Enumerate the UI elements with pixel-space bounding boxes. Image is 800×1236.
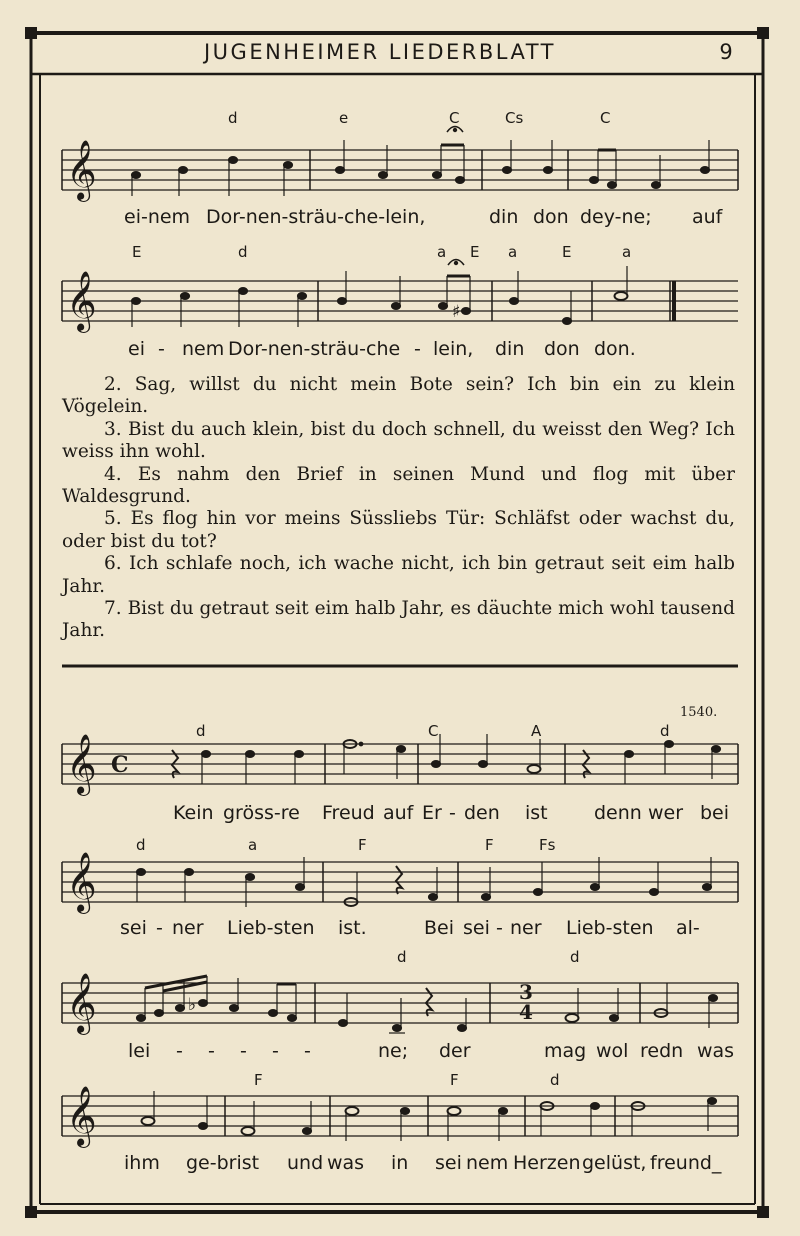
note (591, 1103, 600, 1136)
verse-number: 6. (104, 553, 122, 575)
lyric-syllable: - (158, 338, 165, 360)
lyric-syllable: sei (463, 917, 490, 939)
lyric-syllable: - (496, 917, 503, 939)
lyric-syllable: ner (172, 917, 204, 939)
verse-number: 5. (104, 508, 122, 530)
lyric-syllable: don. (594, 338, 636, 360)
lyric-syllable: der (439, 1040, 471, 1062)
lyric-syllable: ist (525, 802, 548, 824)
lyric-syllable: ner (510, 917, 542, 939)
chord-label: d (196, 722, 206, 740)
verse-text: Es flog hin vor meins Süssliebs Tür: Schläfst oder wachst du, oder bist du tot? (62, 508, 735, 552)
lyric-syllable: denn (594, 802, 642, 824)
treble-clef-icon: 𝄞 (66, 1086, 97, 1146)
song-number: 1540. (680, 705, 718, 720)
lyric-syllable: Herzen (513, 1152, 581, 1174)
lyric-syllable: lei (128, 1040, 151, 1062)
chord-label: d (570, 948, 580, 966)
lyric-syllable: Dor-nen-sträu-che-lein, (206, 206, 426, 228)
lyric-syllable: al- (676, 917, 700, 939)
chord-label: d (660, 722, 670, 740)
lyric-syllable: auf (383, 802, 414, 824)
lyric-syllable: don (544, 338, 580, 360)
lyric-syllable: Bei (424, 917, 455, 939)
lyric-syllable: bei (700, 802, 730, 824)
lyric-syllable: sei (120, 917, 147, 939)
lyric-syllable: ei (128, 338, 145, 360)
lyric-syllable: Er (422, 802, 442, 824)
note (541, 1102, 554, 1136)
lyric-syllable: lein, (433, 338, 474, 360)
lyric-syllable: redn (640, 1040, 684, 1062)
lyric-syllable: Dor-nen-sträu-che (228, 338, 401, 360)
chord-label: d (397, 948, 407, 966)
treble-clef-icon: 𝄞 (66, 271, 97, 331)
chord-label: C (428, 722, 439, 740)
time-signature-top: 3 (519, 980, 533, 1004)
lyric-syllable: nem (182, 338, 225, 360)
lyric-syllable: in (391, 1152, 409, 1174)
lyric-syllable: Lieb-sten (566, 917, 654, 939)
lyric-syllable: und (287, 1152, 324, 1174)
lyric-syllable: nem (466, 1152, 509, 1174)
lyric-syllable: ne; (378, 1040, 409, 1062)
lyric-syllable: sei (435, 1152, 462, 1174)
treble-clef-icon: 𝄞 (66, 734, 97, 794)
lyric-syllable: ist. (338, 917, 367, 939)
lyric-syllable: gelüst, (582, 1152, 647, 1174)
chord-label: Fs (539, 836, 556, 854)
lyric-syllable: was (327, 1152, 365, 1174)
chord-label: C (449, 109, 460, 127)
chord-label: F (254, 1071, 263, 1089)
lyric-syllable: Freud (322, 802, 375, 824)
flat-icon: ♭ (188, 995, 197, 1015)
verse-text: Es nahm den Brief in seinen Mund und flog mit über Waldesgrund. (62, 463, 735, 508)
chord-label: d (228, 109, 238, 127)
lyric-syllable: din (489, 206, 519, 228)
lyric-syllable: den (464, 802, 500, 824)
lyric-syllable: din (495, 338, 525, 360)
chord-label: a (437, 243, 447, 261)
chord-label: C (600, 109, 611, 127)
lyric-syllable: freund_ (650, 1152, 722, 1174)
lyric-syllable: gröss-re (223, 802, 300, 824)
page-number: 9 (719, 40, 733, 64)
lyric-syllable: ge-brist (186, 1152, 260, 1174)
lyric-syllable: Lieb-sten (227, 917, 315, 939)
verse-text: Bist du getraut seit eim halb Jahr, es däuchte mich wohl tausend Jahr. (62, 598, 735, 642)
chord-label: d (550, 1071, 560, 1089)
chord-label: a (508, 243, 518, 261)
chord-label: F (358, 836, 367, 854)
lyric-syllable: - (156, 917, 163, 939)
chord-label: F (485, 836, 494, 854)
verse-text: Ich schlafe noch, ich wache nicht, ich bin getraut seit eim halb Jahr. (62, 553, 735, 597)
page-title: JUGENHEIMER LIEDERBLATT (203, 40, 557, 64)
treble-clef-icon: 𝄞 (66, 140, 97, 200)
chord-label: a (622, 243, 632, 261)
chord-label: Cs (505, 109, 524, 127)
chord-label: E (562, 243, 572, 261)
verse-number: 2. (104, 374, 122, 395)
chord-label: E (132, 243, 142, 261)
verse-text: Sag, willst du nicht mein Bote sein? Ich bin ein zu klein Vögelein. (62, 374, 735, 418)
lyric-syllable: - (208, 1040, 215, 1062)
lyric-syllable: - (176, 1040, 183, 1062)
verse-text: Bist du auch klein, bist du doch schnell, du weisst den Weg? Ich weiss ihn wohl. (62, 418, 735, 463)
chord-label: a (248, 836, 258, 854)
common-time-icon: C (111, 752, 129, 778)
note (199, 1096, 208, 1129)
lyric-syllable: - (414, 338, 421, 360)
chord-label: e (339, 109, 349, 127)
lyric-syllable: auf (692, 206, 723, 228)
treble-clef-icon: 𝄞 (66, 852, 97, 912)
verse-number: 3. (104, 418, 122, 440)
verse-number: 7. (104, 598, 122, 620)
sharp-icon: ♯ (452, 302, 461, 322)
time-signature-bottom: 4 (519, 1000, 533, 1024)
lyric-syllable: wol (596, 1040, 629, 1062)
chord-label: d (136, 836, 146, 854)
lyric-syllable: Kein (173, 802, 214, 824)
chord-label: d (238, 243, 248, 261)
lyric-syllable: was (697, 1040, 735, 1062)
lyric-syllable: mag (544, 1040, 587, 1062)
treble-clef-icon: 𝄞 (66, 973, 97, 1033)
chord-label: A (531, 722, 542, 740)
lyric-syllable: wer (648, 802, 684, 824)
lyric-syllable: - (272, 1040, 279, 1062)
lyric-syllable: ei-nem (124, 206, 191, 228)
note (632, 1102, 645, 1136)
verse-number: 4. (104, 463, 122, 485)
chord-label: F (450, 1071, 459, 1089)
lyric-syllable: - (304, 1040, 311, 1062)
lyric-syllable: - (449, 802, 456, 824)
lyric-syllable: ihm (124, 1152, 160, 1174)
lyric-syllable: dey-ne; (580, 206, 652, 228)
lyric-syllable: don (533, 206, 569, 228)
chord-label: E (470, 243, 480, 261)
lyric-syllable: - (240, 1040, 247, 1062)
